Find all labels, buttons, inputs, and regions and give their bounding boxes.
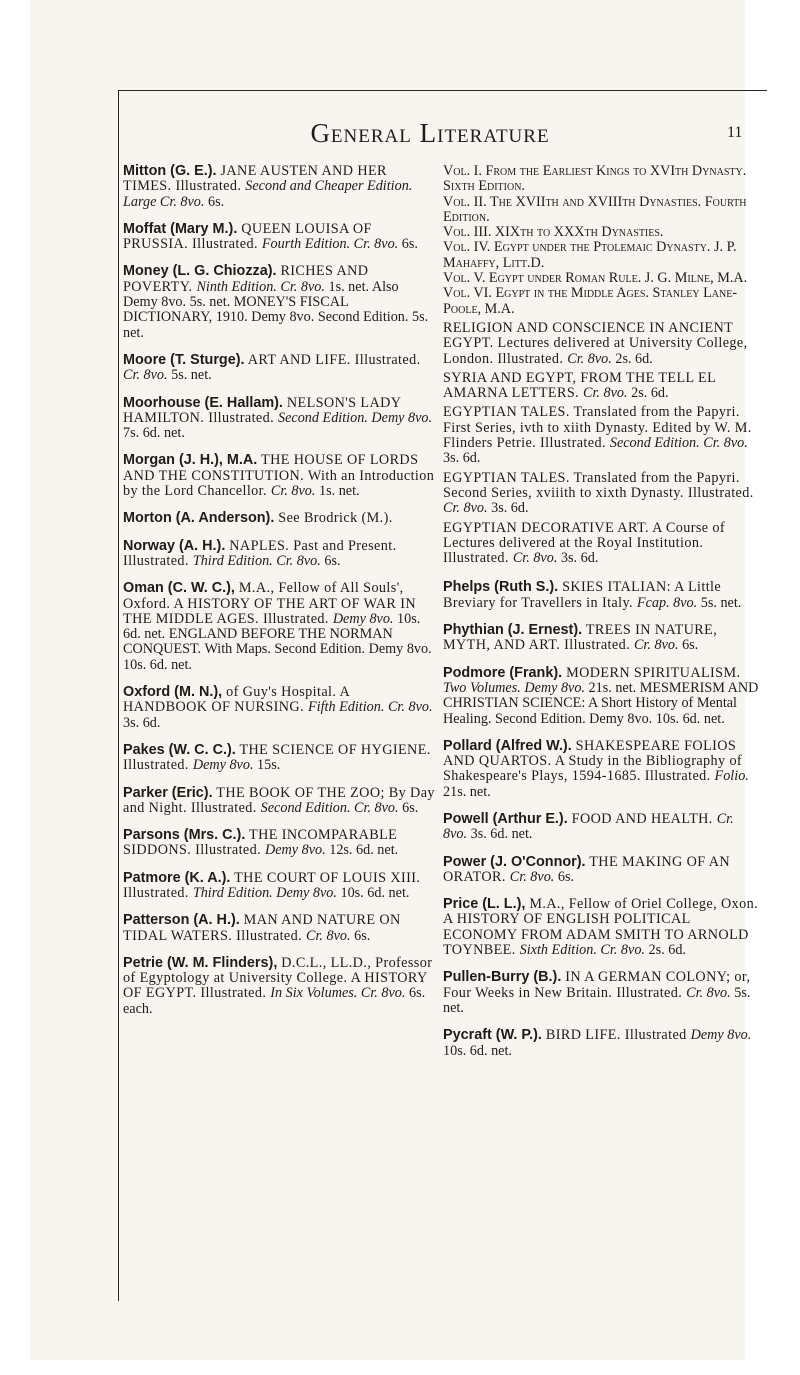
entry-text: TREES IN NATURE, MYTH, AND ART. Illustrated. [443,622,718,654]
entry-text: NAPLES. Past and Present. Illustrated. [123,537,397,569]
price: 1s. net. Also Demy 8vo. 5s. net. MONEY'S FISCAL DICTIONARY, 1910. Demy 8vo. Second Edition. 5s. net. [123,278,429,341]
author-name: Oman (C. W. C.), [123,580,235,597]
edition-format: Cr. 8vo. [123,367,168,384]
edition-format: Second Edition. Cr. 8vo. [260,799,399,816]
entry-text: THE COURT OF LOUIS XIII. Illustrated. [123,869,421,901]
author-name: Norway (A. H.). [123,537,226,554]
entry-text: EGYPTIAN TALES. Translated from the Papyri. First Series, ivth to xiith Dynasty. Edited by W. M. Flinders Petrie. Illustrated. [443,404,752,452]
entry-text: EGYPTIAN TALES. Translated from the Papyri. Second Series, xviiith to xixth Dynasty. Illustrated. [443,469,754,501]
entry-text: D.C.L., LL.D., Professor of Egyptology at University College. A HISTORY OF EGYPT. Illustrated. [123,954,433,1002]
entry-text: THE INCOMPARABLE SIDDONS. Illustrated. [123,827,398,859]
edition-format: Folio. [714,768,749,785]
author-name: Parsons (Mrs. C.). [123,827,246,844]
catalog-entry [443,580,761,611]
entry-text: ART AND LIFE. Illustrated. [244,351,421,368]
right-entries [443,580,761,1058]
entry-text: of Guy's Hospital. A HANDBOOK OF NURSING. [123,684,350,716]
catalog-entry [123,581,435,673]
price: 12s. 6d. net. [325,842,399,859]
catalog-entry [123,828,435,859]
entry-text: M.A., Fellow of All Souls', Oxford. A HISTORY OF THE ART OF WAR IN THE MIDDLE AGES. Illustrated. [123,580,417,627]
catalog-entry [443,855,761,886]
catalog-entry [443,521,761,567]
edition-format: Third Edition. Demy 8vo. [192,884,337,901]
price: 5s. net. [167,367,212,384]
left-column [123,164,435,1029]
price: 3s. 6d. [443,450,481,467]
author-name: Moore (T. Sturge). [123,351,245,368]
entry-text: RICHES AND POVERTY. [123,263,369,295]
catalog-entry [123,956,435,1017]
price: 6s. [398,236,418,253]
entry-text: SYRIA AND EGYPT, FROM THE TELL EL AMARNA LETTERS. [443,369,716,402]
catalog-entry [123,511,435,526]
catalog-entry [123,396,435,442]
author-name: Petrie (W. M. Flinders), [123,954,278,971]
edition-format: Cr. 8vo. [686,984,731,1001]
volume-entry: Vol. IV. Egypt under the Ptolemaic Dynasty. J. P. Mahaffy, Litt.D. [443,239,737,271]
catalog-entry [443,897,761,958]
entry-text: MODERN SPIRITUALISM. [562,664,741,681]
catalog-entry [123,222,435,253]
author-name: Pullen-Burry (B.). [443,969,562,986]
catalog-entry [443,371,761,402]
price: 6s. [398,799,419,816]
entry-text: JANE AUSTEN AND HER TIMES. Illustrated. [123,163,387,195]
author-name: Power (J. O'Connor). [443,853,586,870]
volume-entry: Vol. II. The XVIIth and XVIIIth Dynasties. Fourth Edition. [443,193,747,225]
entry-text: See Brodrick (M.). [274,510,393,527]
entry-text: QUEEN LOUISA OF PRUSSIA. Illustrated. [123,220,372,253]
entry-text: THE BOOK OF THE ZOO; By Day and Night. Illustrated. [123,784,435,816]
price: 3s. 6d. [487,500,529,517]
price: 3s. 6d. net. [467,826,533,843]
author-name: Patmore (K. A.). [123,869,231,886]
price: 3s. 6d. [123,714,161,731]
author-name: Pollard (Alfred W.). [443,737,572,754]
catalog-entry [123,871,435,902]
edition-format: Cr. 8vo. [583,385,628,402]
price: 2s. 6d. [627,385,669,402]
catalog-entry [443,321,761,367]
entry-text: THE HOUSE OF LORDS AND THE CONSTITUTION. With an Introduction by the Lord Chancellor. [123,452,435,500]
catalog-entry [123,786,435,817]
entry-text: M.A., Fellow of Oriel College, Oxon. A HISTORY OF ENGLISH POLITICAL ECONOMY FROM ADAM SMITH TO ARNOLD TOYNBEE. [443,896,759,959]
entry-text: SKIES ITALIAN: A Little Breviary for Travellers in Italy. [443,579,722,611]
author-name: Podmore (Frank). [443,664,563,681]
page-number: 11 [727,124,743,141]
entry-text: THE SCIENCE OF HYGIENE. Illustrated. [123,741,431,774]
running-header: General Literature [310,118,550,148]
edition-format: Second and Cheaper Edition. Large Cr. 8vo. [123,178,413,210]
edition-format: Cr. 8vo. [443,500,488,517]
petrie-works [443,321,761,566]
price: 5s. net. [443,984,751,1016]
entry-text: EGYPTIAN DECORATIVE ART. A Course of Lectures delivered at the Royal Institution. Illustrated. [443,519,726,567]
author-name: Powell (Arthur E.). [443,810,568,827]
edition-format: Demy 8vo. [265,842,326,859]
edition-format: Sixth Edition. Cr. 8vo. [519,942,645,959]
author-name: Phythian (J. Ernest). [443,622,583,639]
author-name: Price (L. L.), [443,896,526,913]
edition-format: Ninth Edition. Cr. 8vo. [196,278,325,295]
price: 15s. [253,757,281,774]
catalog-entry [443,405,761,466]
catalog-entry [443,1028,761,1059]
entry-text: IN A GERMAN COLONY; or, Four Weeks in New Britain. Illustrated. [443,969,751,1001]
entry-text: BIRD LIFE. Illustrated [541,1027,691,1044]
catalog-entry [123,913,435,944]
author-name: Parker (Eric). [123,784,213,801]
edition-format: Fifth Edition. Cr. 8vo. [307,699,433,716]
author-name: Morton (A. Anderson). [123,510,275,527]
price: 10s. 6d. net. [443,1042,512,1059]
catalog-entry [443,471,761,517]
price: 6s. [350,927,371,944]
entry-text: NELSON'S LADY HAMILTON. Illustrated. [123,394,401,426]
price: 6s. [204,193,225,210]
price: 2s. 6d. [644,942,686,959]
entry-text: RELIGION AND CONSCIENCE IN ANCIENT EGYPT. Lectures delivered at University College, London. Illustrated. [443,319,748,367]
author-name: Mitton (G. E.). [123,163,217,179]
edition-format: Two Volumes. Demy 8vo. [443,679,585,696]
price: 6s. [320,552,341,569]
price: 5s. net. [697,594,742,611]
catalog-entry [123,353,435,384]
catalog-entry [123,743,435,774]
author-name: Money (L. G. Chiozza). [123,263,277,280]
entry-text: MAN AND NATURE ON TIDAL WATERS. Illustrated. [123,912,401,944]
edition-format: Fourth Edition. Cr. 8vo. [261,236,399,253]
price: 6s. each. [123,985,426,1017]
author-name: Oxford (M. N.), [123,684,223,701]
edition-format: Cr. 8vo. [270,483,316,500]
volume-entry: Vol. V. Egypt under Roman Rule. J. G. Milne, M.A. [443,270,748,287]
author-name: Patterson (A. H.). [123,912,240,929]
volume-entry: Vol. I. From the Earliest Kings to XVIth Dynasty. Sixth Edition. [443,163,747,195]
author-name: Morgan (J. H.), M.A. [123,452,258,469]
entry-text: THE MAKING OF AN ORATOR. [443,853,731,885]
catalog-entry [443,666,761,727]
edition-format: Cr. 8vo. [512,550,558,567]
catalog-entry [443,739,761,800]
author-name: Phelps (Ruth S.). [443,579,559,596]
catalog-entry [123,164,435,210]
edition-format: Third Edition. Cr. 8vo. [192,552,321,569]
price: 3s. 6d. [557,550,599,567]
catalog-entry [443,623,761,654]
price: 7s. 6d. net. [123,425,185,442]
edition-format: Fcap. 8vo. [636,594,698,611]
edition-format: Cr. 8vo. [633,637,679,654]
price: 6s. [554,868,575,885]
edition-format: Demy 8vo. [332,610,394,627]
edition-format: Cr. 8vo. [509,868,555,885]
catalog-entry [443,970,761,1016]
catalog-entry [123,685,435,731]
price: 6s. [678,637,699,654]
edition-format: Demy 8vo. [192,757,254,774]
author-name: Moffat (Mary M.). [123,220,238,237]
price: 1s. net. [315,483,360,500]
price: 2s. 6d. [611,350,653,367]
catalog-entry [123,539,435,570]
edition-format: Second Edition. Cr. 8vo. [609,435,748,452]
catalog-entry [123,453,435,499]
edition-format: Second Edition. Demy 8vo. [278,409,433,426]
entry-text: SHAKESPEARE FOLIOS AND QUARTOS. A Study in the Bibliography of Shakespeare's Plays, 1594-1685. Illustrated. [443,737,743,785]
right-column [443,164,761,1071]
volume-entry: Vol. VI. Egypt in the Middle Ages. Stanley Lane-Poole, M.A. [443,285,738,317]
edition-format: Cr. 8vo. [567,350,612,367]
author-name: Moorhouse (E. Hallam). [123,394,283,411]
author-name: Pycraft (W. P.). [443,1027,542,1044]
price: 21s. net. [443,783,491,800]
author-name: Pakes (W. C. C.). [123,741,236,758]
volume-entry: Vol. III. XIXth to XXXth Dynasties. [443,224,664,241]
price: 10s. 6d. net. [336,884,410,901]
edition-format: Demy 8vo. [690,1027,752,1044]
price: 21s. net. MESMERISM AND CHRISTIAN SCIENCE: A Short History of Mental Healing. Second Edition. Demy 8vo. 10s. 6d. net. [443,679,759,727]
entry-text: FOOD AND HEALTH. [567,810,717,827]
volume-list [443,164,761,317]
edition-format: Cr. 8vo. [443,810,734,843]
edition-format: Cr. 8vo. [306,927,351,944]
edition-format: In Six Volumes. Cr. 8vo. [270,985,406,1002]
price: 10s. 6d. net. ENGLAND BEFORE THE NORMAN CONQUEST. With Maps. Second Edition. Demy 8vo. 10s. 6d. net. [123,610,432,673]
catalog-entry [443,812,761,843]
catalog-entry [123,264,435,340]
